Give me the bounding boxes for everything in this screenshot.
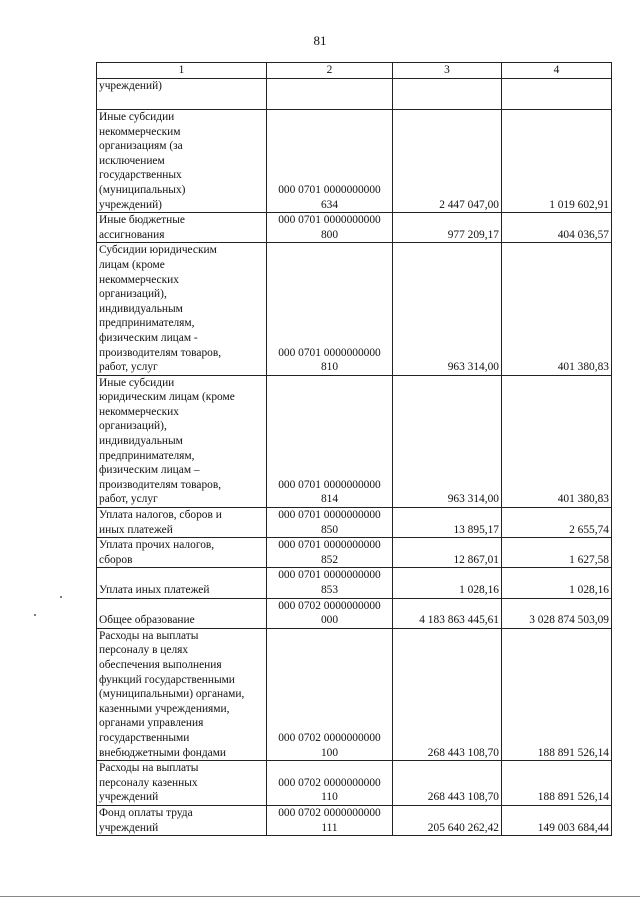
row-value-4: 401 380,83 <box>502 243 612 375</box>
page-number: 81 <box>313 33 327 48</box>
row-code: 000 0701 0000000000 852 <box>267 538 393 568</box>
row-value-3: 4 183 863 445,61 <box>393 598 502 628</box>
row-value-4: 3 028 874 503,09 <box>502 598 612 628</box>
row-value-3: 1 028,16 <box>393 568 502 598</box>
table-header-row <box>97 63 612 79</box>
row-name: Расходы на выплаты персоналу в целях обеспечения выполнения функций государственными (муниципальными) органами, казенными учреждениями, органами управления государственными внебюджетными фондами <box>97 628 267 760</box>
table-row <box>97 79 612 110</box>
row-code: 000 0701 0000000000 800 <box>267 213 393 243</box>
row-value-3: 963 314,00 <box>393 375 502 507</box>
row-name: Субсидии юридическим лицам (кроме некоммерческих организаций), индивидуальным предпринимателям, физическим лицам - производителям товаров, работ, услуг <box>97 243 267 375</box>
scan-speck <box>60 596 62 598</box>
row-code <box>267 79 393 110</box>
row-value-4: 2 655,74 <box>502 508 612 538</box>
row-value-4: 1 028,16 <box>502 568 612 598</box>
row-value-4: 149 003 684,44 <box>502 805 612 835</box>
row-value-4: 188 891 526,14 <box>502 628 612 760</box>
table-row <box>97 628 612 760</box>
row-name: Иные субсидии юридическим лицам (кроме некоммерческих организаций), индивидуальным предпринимателям, физическим лицам – производителям товаров, работ, услуг <box>97 375 267 507</box>
row-name: Уплата налогов, сборов и иных платежей <box>97 508 267 538</box>
header-col-2: 2 <box>267 63 393 79</box>
row-value-4: 1 019 602,91 <box>502 110 612 213</box>
row-name: Иные субсидии некоммерческим организациям (за исключением государственных (муниципальных) учреждений) <box>97 110 267 213</box>
table-row <box>97 805 612 835</box>
row-code: 000 0702 0000000000 000 <box>267 598 393 628</box>
row-value-3: 12 867,01 <box>393 538 502 568</box>
row-value-4: 401 380,83 <box>502 375 612 507</box>
row-value-3: 963 314,00 <box>393 243 502 375</box>
row-name: Фонд оплаты труда учреждений <box>97 805 267 835</box>
scan-speck <box>34 614 36 616</box>
table-row <box>97 110 612 213</box>
row-value-3: 205 640 262,42 <box>393 805 502 835</box>
row-value-4: 188 891 526,14 <box>502 761 612 806</box>
budget-table <box>96 62 612 836</box>
row-code: 000 0701 0000000000 810 <box>267 243 393 375</box>
row-value-3: 13 895,17 <box>393 508 502 538</box>
row-code: 000 0701 0000000000 850 <box>267 508 393 538</box>
header-col-3: 3 <box>393 63 502 79</box>
row-value-4 <box>502 79 612 110</box>
row-value-3: 268 443 108,70 <box>393 628 502 760</box>
row-code: 000 0701 0000000000 853 <box>267 568 393 598</box>
row-name: Расходы на выплаты персоналу казенных учреждений <box>97 761 267 806</box>
header-col-1: 1 <box>97 63 267 79</box>
row-code: 000 0702 0000000000 111 <box>267 805 393 835</box>
row-value-3 <box>393 79 502 110</box>
table-row <box>97 243 612 375</box>
row-code: 000 0701 0000000000 814 <box>267 375 393 507</box>
table-row <box>97 508 612 538</box>
row-code: 000 0702 0000000000 110 <box>267 761 393 806</box>
row-name: Общее образование <box>97 598 267 628</box>
row-name: учреждений) <box>97 79 267 110</box>
table-row <box>97 598 612 628</box>
row-name: Иные бюджетные ассигнования <box>97 213 267 243</box>
row-code: 000 0702 0000000000 100 <box>267 628 393 760</box>
row-code: 000 0701 0000000000 634 <box>267 110 393 213</box>
row-value-3: 268 443 108,70 <box>393 761 502 806</box>
header-col-4: 4 <box>502 63 612 79</box>
page-edge-line <box>0 896 640 897</box>
table-row <box>97 538 612 568</box>
table-row <box>97 213 612 243</box>
row-value-3: 2 447 047,00 <box>393 110 502 213</box>
table-row <box>97 568 612 598</box>
table-row <box>97 375 612 507</box>
row-value-4: 404 036,57 <box>502 213 612 243</box>
row-name: Уплата иных платежей <box>97 568 267 598</box>
row-value-3: 977 209,17 <box>393 213 502 243</box>
row-value-4: 1 627,58 <box>502 538 612 568</box>
table-row <box>97 761 612 806</box>
row-name: Уплата прочих налогов, сборов <box>97 538 267 568</box>
